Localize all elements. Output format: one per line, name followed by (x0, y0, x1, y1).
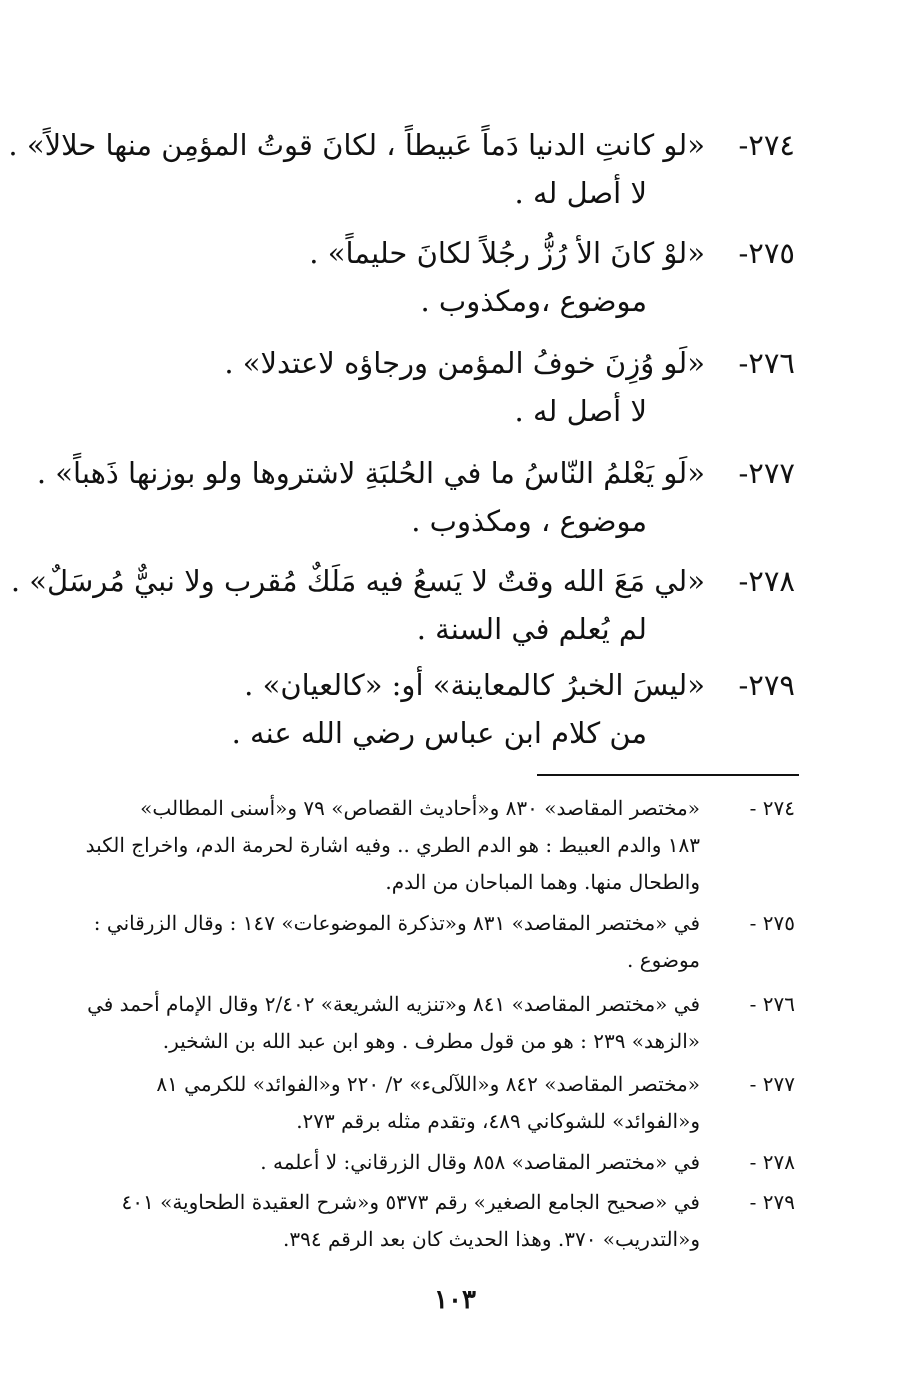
hadith-line (95, 346, 795, 394)
hadith-number: ٢٧٦- (738, 346, 795, 380)
footnote-line: ١٨٣ والدم العبيط : هو الدم الطري .. وفيه اشارة لحرمة الدم، واخراج الكبد (85, 833, 700, 857)
footnote-line: في «صحيح الجامع الصغير» رقم ٥٣٧٣ و«شرح العقيدة الطحاوية» ٤٠١ (121, 1190, 700, 1214)
page-number: ١٠٣ (434, 1285, 476, 1315)
hadith-line (95, 668, 795, 716)
hadith-text: «لي مَعَ الله وقتٌ لا يَسعُ فيه مَلَكٌ مُقرب ولا نبيٌّ مُرسَلٌ» . (10, 564, 705, 598)
hadith-verdict: لا أصل له . (514, 176, 647, 210)
footnote-line: في «مختصر المقاصد» ٨٤١ و«تنزيه الشريعة» ٢/٤٠٢ وقال الإمام أحمد في (87, 992, 700, 1016)
hadith-entry (36, 456, 795, 554)
hadith-verdict: موضوع ، ومكذوب . (411, 504, 647, 538)
hadith-text: «لَو يَعْلمُ النّاسُ ما في الحُلبَةِ لاشتروها ولو بوزنها ذَهباً» . (36, 456, 705, 490)
hadith-entry (95, 668, 795, 766)
hadith-text: «لوْ كانَ الأ رُزُّ رجُلاً لكانَ حليماً» . (309, 236, 705, 270)
footnote-line: «مختصر المقاصد» ٨٣٠ و«أحاديث القصاص» ٧٩ و«أسنى المطالب» (140, 796, 700, 820)
footnote-line: موضوع . (626, 948, 700, 972)
hadith-number: ٢٧٥- (738, 236, 795, 270)
hadith-entry (95, 346, 795, 444)
footnote-number: ٢٧٧ - (749, 1072, 795, 1096)
footnote (87, 986, 795, 1060)
footnote-divider (537, 774, 799, 776)
hadith-line (8, 128, 795, 176)
footnote-number: ٢٧٤ - (749, 796, 795, 820)
footnote-number: ٢٧٩ - (749, 1190, 795, 1214)
hadith-text: «لو كانتِ الدنيا دَماً عَبيطاً ، لكانَ قوتُ المؤمِن منها حلالاً» . (8, 128, 705, 162)
hadith-verdict: لا أصل له . (514, 394, 647, 428)
hadith-text: «ليسَ الخبرُ كالمعاينة» أو: «كالعيان» . (244, 668, 705, 702)
hadith-entry (8, 128, 795, 226)
footnote (85, 790, 795, 901)
hadith-line (95, 236, 795, 284)
footnote-number: ٢٧٥ - (749, 911, 795, 935)
footnote-line: في «مختصر المقاصد» ٨٣١ و«تذكرة الموضوعات» ١٤٧ : وقال الزرقاني : (93, 911, 700, 935)
hadith-verdict: لم يُعلم في السنة . (416, 612, 647, 646)
footnote-line: في «مختصر المقاصد» ٨٥٨ وقال الزرقاني: لا أعلمه . (260, 1150, 700, 1174)
footnote-line: «الزهد» ٢٣٩ : هو من قول مطرف . وهو ابن عبد الله بن الشخير. (162, 1029, 700, 1053)
footnote-number: ٢٧٦ - (749, 992, 795, 1016)
footnote-line: «مختصر المقاصد» ٨٤٢ و«اللآلىء» ٢/ ٢٢٠ و«الفوائد» للكرمي ٨١ (156, 1072, 700, 1096)
hadith-entry (10, 564, 795, 662)
footnote (105, 1144, 795, 1181)
footnote (105, 1066, 795, 1140)
hadith-number: ٢٧٧- (738, 456, 795, 490)
footnote-number: ٢٧٨ - (749, 1150, 795, 1174)
footnote-line: و«التدريب» ٣٧٠. وهذا الحديث كان بعد الرقم ٣٩٤. (283, 1227, 700, 1251)
hadith-line (10, 564, 795, 612)
footnote (105, 1184, 795, 1258)
hadith-entry (95, 236, 795, 334)
footnote (93, 905, 795, 979)
footnote-line: و«الفوائد» للشوكاني ٤٨٩، وتقدم مثله برقم ٢٧٣. (296, 1109, 700, 1133)
hadith-number: ٢٧٤- (738, 128, 795, 162)
hadith-line (36, 456, 795, 504)
hadith-number: ٢٧٨- (738, 564, 795, 598)
hadith-verdict: من كلام ابن عباس رضي الله عنه . (231, 716, 647, 750)
hadith-text: «لَو وُزِنَ خوفُ المؤمن ورجاؤه لاعتدلا» . (224, 346, 705, 380)
hadith-number: ٢٧٩- (738, 668, 795, 702)
hadith-verdict: موضوع ،ومكذوب . (420, 284, 647, 318)
footnote-line: والطحال منها. وهما المباحان من الدم. (385, 870, 700, 894)
